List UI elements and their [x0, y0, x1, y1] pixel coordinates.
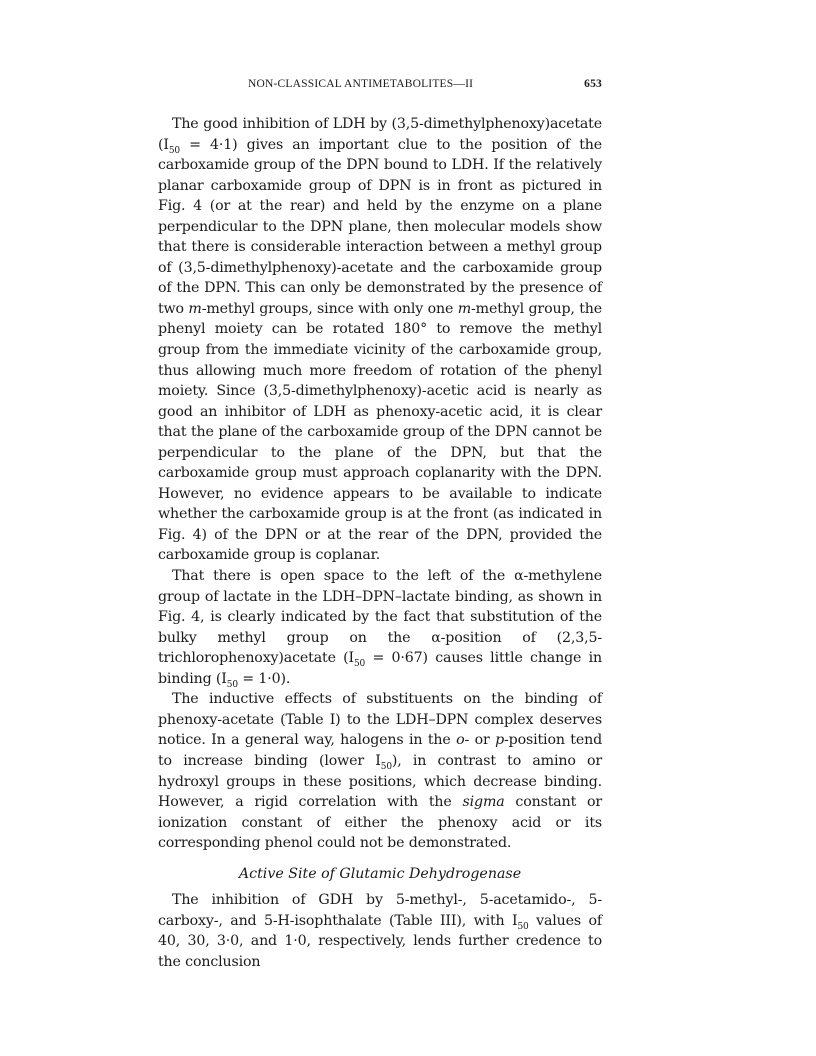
text-run: = 4·1) gives an important clue to the position of the carboxamide group of the DPN bound to LDH. If the relatively planar carboxamide group of DPN is in front as pictured in Fig. 4 (or at the rear) and held by the enzyme on a plane perpendicular to the DPN plane, then molecular models show that there is considerable interaction between a methyl group of (3,5-dimethylphenoxy)-acetate and the carboxamide group of the DPN. This can only be demonstrated by the presence of two: [158, 136, 602, 317]
text-run: constant or ionization constant of either the phenoxy acid or its corresponding phenol could not be demonstrated.: [158, 794, 602, 852]
text-run: The inductive effects of substituents on the binding of phenoxy-acetate (Table I) to the LDH–DPN complex deserves notice. In a general way, halogens in the: [158, 691, 602, 749]
paragraph-4: [158, 890, 602, 972]
running-title: NON-CLASSICAL ANTIMETABOLITES—II: [248, 78, 474, 90]
running-head: [158, 78, 602, 90]
text-run: - or: [464, 732, 496, 749]
page-number: 653: [584, 78, 602, 90]
italic-m: m: [188, 300, 202, 317]
section-heading: Active Site of Glutamic Dehydrogenase: [238, 865, 522, 882]
subscript: 50: [517, 921, 529, 932]
text-run: = 1·0).: [237, 670, 291, 687]
text-run: -methyl group, the phenyl moiety can be rotated 180° to remove the methyl group from the immediate vicinity of the carboxamide group, thus allowing much more freedom of rotation of the phenyl moiety. Since (3,5-dimethylphenoxy)-acetic acid is nearly as good an inhibitor of LDH as phenoxy-acetic acid, it is clear that the plane of the carboxamide group of the DPN cannot be perpendicular to the plane of the DPN, but that the carboxamide group must approach coplanarity with the DPN. However, no evidence appears to be available to indicate whether the carboxamide group is at the front (as indicated in Fig. 4) of the DPN or at the rear of the DPN, provided the carboxamide group is coplanar.: [158, 300, 603, 564]
subscript: 50: [380, 761, 392, 772]
paragraph-2: [158, 566, 602, 689]
subscript: 50: [168, 145, 180, 156]
text-run: The good inhibition of LDH by (3,5-dimethylphenoxy)acetate (I: [158, 116, 602, 153]
text-run: = 0·67) causes little change in binding (I: [158, 650, 602, 687]
paragraph-3: [158, 689, 602, 853]
italic-o: o: [456, 732, 465, 749]
paragraph-1: [158, 114, 602, 566]
text-run: ), in contrast to amino or hydroxyl groups in these positions, which decrease binding. However, a rigid correlation with the: [158, 752, 602, 811]
italic-sigma: sigma: [462, 794, 505, 811]
italic-m: m: [457, 300, 472, 317]
italic-p: p: [495, 732, 505, 749]
text-run: -methyl groups, since with only one: [201, 300, 458, 317]
subscript: 50: [353, 659, 366, 670]
text-run: -position tend to increase binding (lower I: [158, 732, 602, 769]
text-run: The inhibition of GDH by 5-methyl-, 5-acetamido-, 5-carboxy-, and 5-H-isophthalate (Table III), with I: [158, 892, 602, 929]
text-run: values of 40, 30, 3·0, and 1·0, respectively, lends further credence to the conclusion: [158, 912, 602, 970]
page: [158, 78, 602, 972]
subscript: 50: [226, 679, 238, 690]
text-run: That there is open space to the left of the α-methylene group of lactate in the LDH–DPN–lactate binding, as shown in Fig. 4, is clearly indicated by the fact that substitution of the bulky methyl group on the α-position of (2,3,5-trichlorophenoxy)acetate (I: [158, 568, 602, 667]
